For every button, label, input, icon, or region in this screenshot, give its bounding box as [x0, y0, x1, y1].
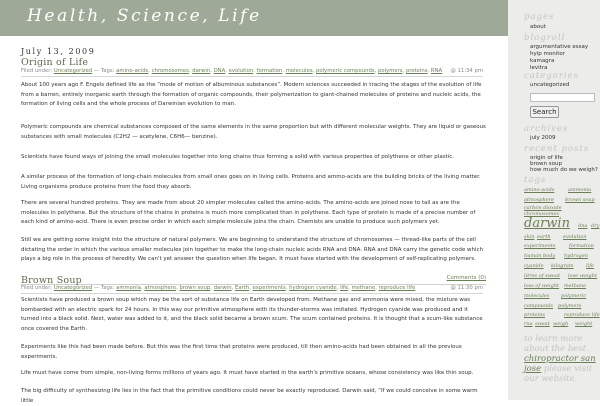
blogroll-link[interactable]: levitra [530, 65, 548, 71]
meta-separator: — [93, 68, 100, 74]
tag-cloud-item[interactable]: cyanide [524, 263, 544, 269]
tag-cloud-item[interactable]: loss of weight [524, 283, 560, 289]
tag-cloud-item[interactable]: kilogram [551, 263, 574, 269]
filed-label: Filed under: [21, 285, 53, 291]
tag-link[interactable]: polymeric compounds [315, 68, 375, 74]
tag-cloud-item[interactable]: weigh [553, 321, 569, 327]
tag-link[interactable]: brown soup [179, 285, 211, 291]
tag-link[interactable]: amino-acids [116, 68, 149, 74]
tag-cloud-item[interactable]: formation [569, 243, 594, 249]
post-meta: Filed under: Uncategorized — Tags: amino-acids, chromosomes, darwin, DNA, evolution, formation, molecules, polymeric compounds, polymers, proteins, RNA @ 11:34 pm [21, 68, 483, 74]
post-timestamp: @ 11:34 pm [448, 68, 483, 74]
sidebar-heading-pages: pages [524, 12, 555, 22]
tag-cloud-item[interactable]: skin [524, 234, 535, 240]
site-title[interactable]: Health, Science, Life [27, 6, 262, 26]
tag-cloud-item[interactable]: compounds [524, 303, 553, 309]
blogroll-link[interactable]: kamagra [530, 58, 555, 64]
tag-cloud-item[interactable]: human body [524, 253, 556, 259]
post-paragraph: Polymeric compounds are chemical substances composed of the same elements in the same proportion but with different molecular weights. They are liquid or gaseous substances with small molecules (C2H2 — acetylene, C6H6— benzine). [21, 124, 486, 140]
promo-text [524, 334, 600, 384]
tag-cloud-item[interactable]: evolution [563, 234, 587, 240]
tag-link[interactable]: experiments [252, 285, 286, 291]
sidebar-heading-tags: tags [524, 175, 547, 185]
category-link[interactable]: Uncategorized [53, 68, 93, 74]
tag-cloud-item[interactable]: lose weight [568, 273, 597, 279]
tag-cloud-item[interactable]: chromosomes [524, 211, 560, 217]
sidebar [508, 0, 600, 400]
post-paragraph: A similar process of the formation of long-chain molecules from small ones goes on in living cells. Proteins and ammo-acids are the building bricks of the living matter. Living organisms produce proteins from the food they absorb. [21, 174, 481, 190]
tag-link[interactable]: methane [351, 285, 376, 291]
tag-cloud-item[interactable]: ammonia [568, 187, 592, 193]
sidebar-heading-archives: archives [524, 124, 569, 134]
tag-cloud-item[interactable]: polymers [558, 303, 582, 309]
tag-cloud-item[interactable]: darwin [524, 216, 570, 231]
tag-link[interactable]: darwin [192, 68, 211, 74]
sidebar-heading-blogroll: blogroll [524, 33, 566, 43]
category-link[interactable]: uncategorized [530, 82, 570, 88]
filed-label: Filed under: [21, 68, 53, 74]
tag-cloud-item[interactable]: carbon dioxide [524, 205, 562, 211]
post-date: July 13, 2009 [21, 47, 96, 56]
post-paragraph: There are several hundred proteins. They are made from about 20 simpler molecules called the amino-acids. The amino-acids are joined nose to tail as are the molecules in polythene. But the structure of the chains in proteins is much more complicated than in polythene. Each type of protein is made of a precise number of each kind of amino-acid. There is even precise order in which each simple molecule joins the chain. Chemists are unable to produce such polymers yet. [21, 200, 476, 226]
site-header [0, 0, 508, 36]
tag-link[interactable]: hydrogen cyanide [289, 285, 337, 291]
tag-cloud-item[interactable]: proteins [524, 312, 545, 318]
tag-cloud-item[interactable]: dry [591, 223, 600, 229]
tag-link[interactable]: molecules [285, 68, 313, 74]
tag-cloud-item[interactable]: sweat [535, 321, 550, 327]
post-paragraph: Experiments like this had been made before. But this was the first time that proteins were produced, till then amino-acids had been obtained in all the previous experiments. [21, 344, 462, 360]
tag-cloud-item[interactable]: polymeric [561, 293, 587, 299]
promo-link[interactable]: chiropractor san jose [524, 354, 596, 374]
post-title[interactable]: Brown Soup [21, 275, 82, 286]
sidebar-heading-recent: recent posts [524, 144, 590, 154]
search-input[interactable] [530, 93, 595, 102]
tag-link[interactable]: proteins [405, 68, 428, 74]
tags-label: Tags: [100, 68, 115, 74]
post-meta: Filed under: Uncategorized — Tags: ammonia, atmosphere, brown soup, darwin, Earth, experiments, hydrogen cyanide, life, methane, reproduce life @ 11:30 pm [21, 285, 483, 291]
post-title[interactable]: Origin of Life [21, 57, 89, 68]
tag-cloud-item[interactable]: litres of sweat [524, 273, 560, 279]
post-paragraph: Scientists have produced a brown soup which may be the sort of substance life on Earth developed from. Methane gas and ammonia were mixed, the mixture was bombarded with an electric spark for 24 hours. In this way our primitive atmosphere with its thunder-storms was imitated. Hydrogen cyanide was produced and it turned into a black solid. Next, water was added to it, and the black solid became a brown scum. The scum contained proteins. It is thought that a scum-like substance once covered the Earth. [21, 297, 483, 333]
tag-cloud-item[interactable]: dna [578, 223, 588, 229]
category-link[interactable]: Uncategorized [53, 285, 93, 291]
tag-cloud-item[interactable]: weight [575, 321, 593, 327]
tag-link[interactable]: chromosomes [151, 68, 189, 74]
tag-cloud-item[interactable]: experiments [524, 243, 556, 249]
post-paragraph: Life must have come from simple, non-living forms millions of years ago. It must have started in the earth's primitive oceans, whose consistency was like thin soup. [21, 370, 474, 376]
meta-separator: — [93, 285, 100, 291]
meta-divider [21, 76, 483, 77]
post-paragraph: Scientists have found ways of joining the small molecules together into long chains thus forming a solid with various properties of polythene or other plastic. [21, 154, 455, 160]
tag-link[interactable]: RNA [430, 68, 443, 74]
main-content [0, 36, 508, 404]
tag-link[interactable]: atmosphere [144, 285, 177, 291]
tag-cloud-item[interactable]: earth [537, 234, 551, 240]
tag-link[interactable]: formation [256, 68, 283, 74]
tag-link[interactable]: polymers [378, 68, 403, 74]
tag-cloud-item[interactable]: amino-acids [524, 187, 555, 193]
blogroll-link[interactable]: hyip monitor [530, 51, 566, 57]
post-paragraph: The big difficulty of synthesizing life lies in the fact that the primitive conditions could never be exactly reproduced. Darwin said, “If we could conceive in some warm little [21, 388, 478, 404]
tag-cloud-item[interactable]: brown soup [565, 197, 595, 203]
tag-cloud-item[interactable]: hydrogen [564, 253, 589, 259]
promo-suffix: please visit our website. [524, 364, 593, 384]
post-paragraph: About 100 years ago F. Engels defined life as the “mode of motion of albuminous substances”. Modern sciences succeeded in tracing the stages of the evolution of life from a barren, entirely inorganic earth through the formation of organic compounds, their polymerization to giant-chained molecules of proteins and nucleic acids, the formation of living cells and the whole process of Darwinian evolution to man. [21, 82, 482, 108]
promo-prefix: to learn more about the best [524, 334, 587, 354]
tag-cloud-item[interactable]: reproduce life [564, 312, 600, 318]
tag-link[interactable]: ammonia [116, 285, 141, 291]
tag-link[interactable]: Earth [234, 285, 250, 291]
recent-post-link[interactable]: brown soup [530, 161, 562, 167]
archive-link[interactable]: july 2009 [530, 135, 556, 141]
sidebar-heading-categories: categories [524, 71, 580, 81]
recent-post-link[interactable]: origin of life [530, 155, 563, 161]
post-timestamp: @ 11:30 pm [448, 285, 483, 291]
post-paragraph: Still we are getting some insight into the structure of natural polymers. We are beginning to understand the structure of chromosomes — thread-like parts of the cell dictating the order in which the various smaller molecules join together to make the long-chain nucleic acids RNA and DNA. RNA and DNA carry the genetic code which plays a big role in the process of heredity. We can't yet answer the question when life began. It must have started with the development of self-replicating polymers. [21, 237, 484, 263]
blogroll-link[interactable]: argumentative essay [530, 44, 589, 50]
tag-cloud-item[interactable]: rna [524, 321, 533, 327]
tag-link[interactable]: darwin [213, 285, 232, 291]
tag-cloud-item[interactable]: molecules [524, 293, 550, 299]
tag-link[interactable]: evolution [228, 68, 254, 74]
meta-divider [21, 293, 483, 294]
tag-link[interactable]: reproduce life [378, 285, 416, 291]
tag-cloud-item[interactable]: atmosphere [524, 197, 555, 203]
tag-cloud-item[interactable]: life [586, 263, 595, 269]
tag-cloud-item[interactable]: methane [564, 283, 587, 289]
tag-link[interactable]: DNA [213, 68, 226, 74]
recent-post-link[interactable]: how much do we weigh? [530, 167, 598, 173]
tag-link[interactable]: life [340, 285, 349, 291]
search-button[interactable]: Search [530, 106, 559, 118]
comments-link[interactable]: Comments (0) [446, 275, 486, 281]
tags-label: Tags: [100, 285, 115, 291]
sidebar-link-about[interactable]: about [530, 24, 546, 30]
